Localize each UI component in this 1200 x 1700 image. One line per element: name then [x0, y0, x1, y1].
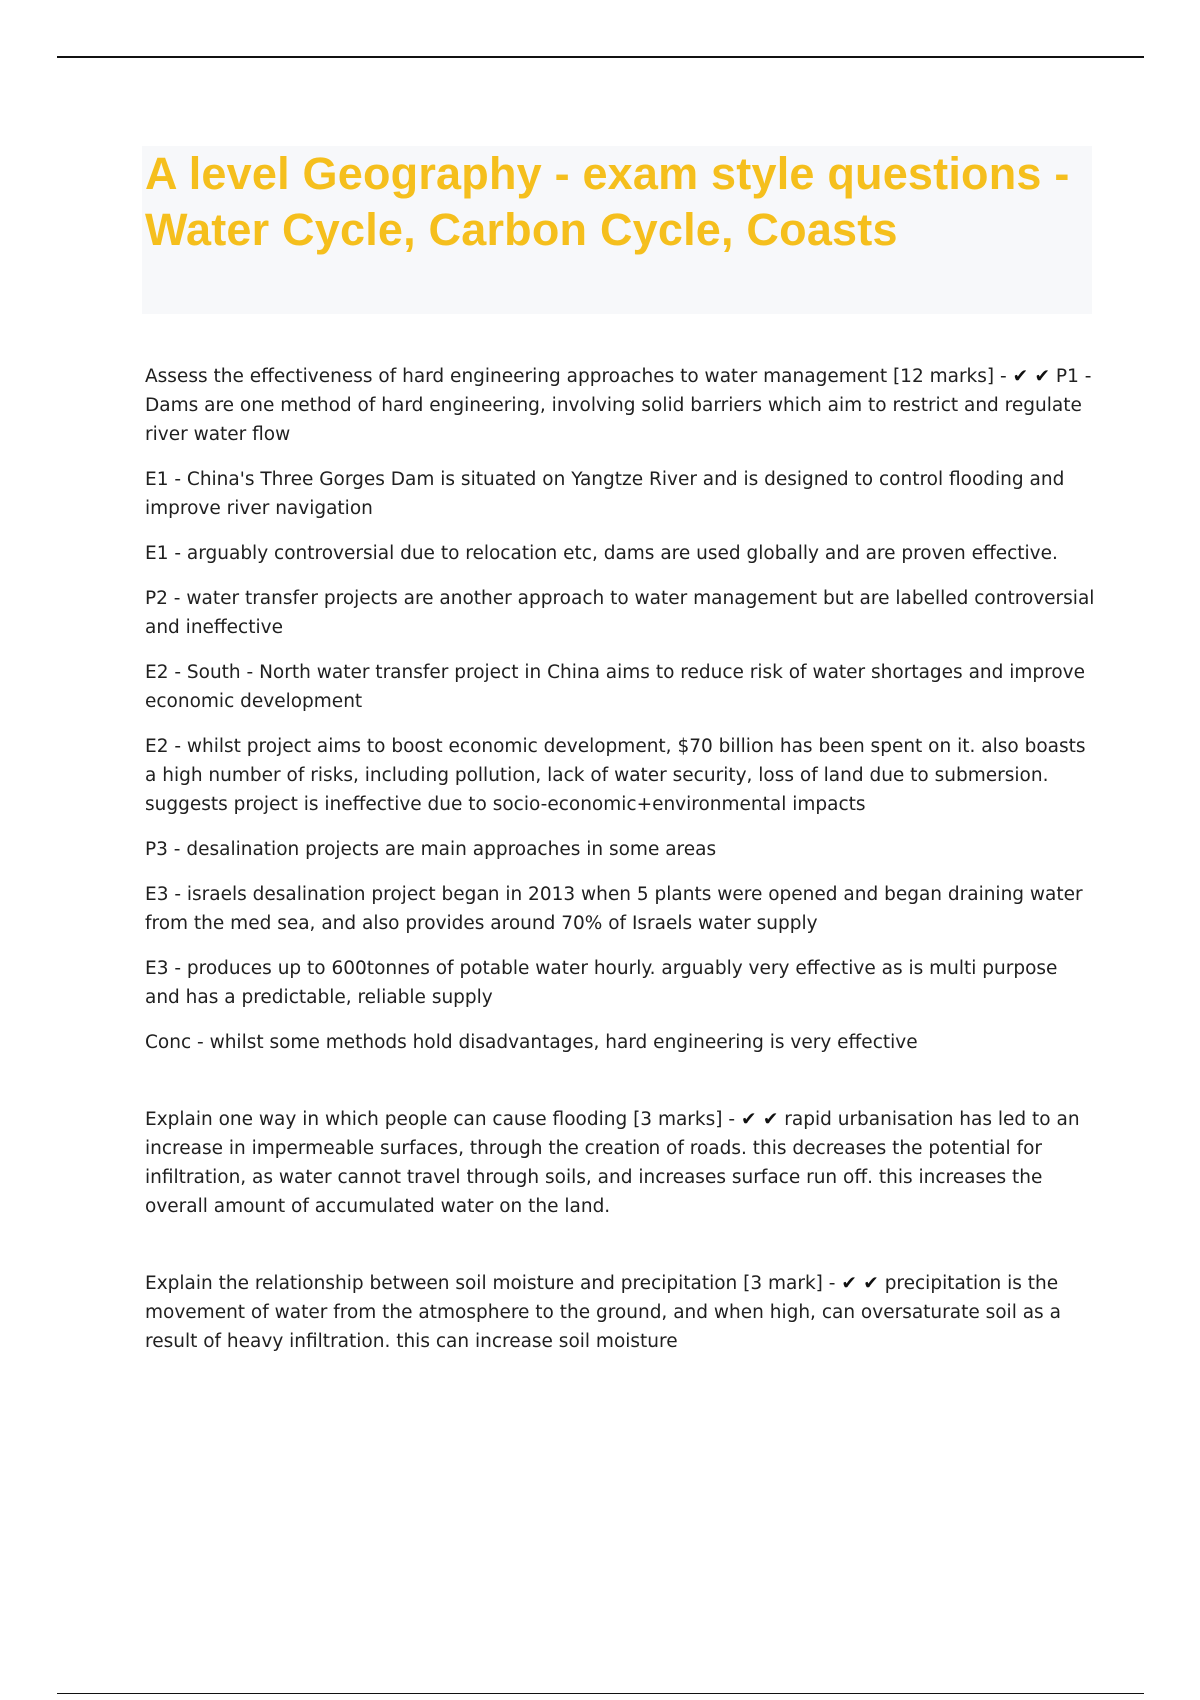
- q1-question: Assess the effectiveness of hard engineering approaches to water management [12 marks] -: [145, 366, 1007, 387]
- title-banner: [142, 146, 1092, 314]
- q1-point-p3-desalination: P3 - desalination projects are main approaches in some areas: [145, 839, 717, 860]
- q1-conclusion: Conc - whilst some methods hold disadvantages, hard engineering is very effective: [145, 1032, 918, 1053]
- q3-paragraph: [145, 1269, 1095, 1356]
- document-body: [145, 362, 1095, 1372]
- q1-point-e2-south-north: E2 - South - North water transfer project in China aims to reduce risk of water shortages and improve economic development: [145, 662, 1086, 712]
- q1-point-e2-cost-risks: E2 - whilst project aims to boost economic development, $70 billion has been spent on it. also boasts a high number of risks, including pollution, lack of water security, loss of land due to submersion. suggests project is ineffective due to socio-economic+environmental impacts: [145, 736, 1086, 815]
- double-check-icon: ✔ ✔: [841, 1273, 879, 1294]
- double-check-icon: ✔ ✔: [740, 1109, 779, 1130]
- header-rule: [57, 56, 1144, 58]
- q2-question: Explain one way in which people can cause flooding [3 marks] -: [145, 1109, 736, 1130]
- footer-rule: [57, 1693, 1144, 1694]
- q1-point-e3-israel: E3 - israels desalination project began in 2013 when 5 plants were opened and began draining water from the med sea, and also provides around 70% of Israels water supply: [145, 884, 1083, 934]
- q1-point-e1-three-gorges: E1 - China's Three Gorges Dam is situated on Yangtze River and is designed to control flooding and improve river navigation: [145, 469, 1065, 519]
- q2-paragraph: [145, 1105, 1095, 1221]
- q1-point-e1-controversial: E1 - arguably controversial due to relocation etc, dams are used globally and are proven effective.: [145, 543, 1058, 564]
- document-title: A level Geography - exam style questions - Water Cycle, Carbon Cycle, Coasts: [145, 148, 1070, 255]
- q3-answer: precipitation is the movement of water from the atmosphere to the ground, and when high, can oversaturate soil as a result of heavy infiltration. this can increase soil moisture: [145, 1273, 1061, 1352]
- q1-point-p2-water-transfer: P2 - water transfer projects are another approach to water management but are labelled controversial and ineffective: [145, 588, 1095, 638]
- q1-paragraph: [145, 362, 1095, 449]
- q2-answer: rapid urbanisation has led to an increase in impermeable surfaces, through the creation of roads. this decreases the potential for infiltration, as water cannot travel through soils, and increases surface run off. this increases the overall amount of accumulated water on the land.: [145, 1109, 1080, 1217]
- q3-question: Explain the relationship between soil moisture and precipitation [3 mark] -: [145, 1273, 836, 1294]
- double-check-icon: ✔ ✔: [1012, 366, 1051, 387]
- q1-answer-start: P1 - Dams are one method of hard engineering, involving solid barriers which aim to restrict and regulate river water flow: [145, 366, 1092, 445]
- q1-point-e3-output: E3 - produces up to 600tonnes of potable water hourly. arguably very effective as is multi purpose and has a predictable, reliable supply: [145, 958, 1058, 1008]
